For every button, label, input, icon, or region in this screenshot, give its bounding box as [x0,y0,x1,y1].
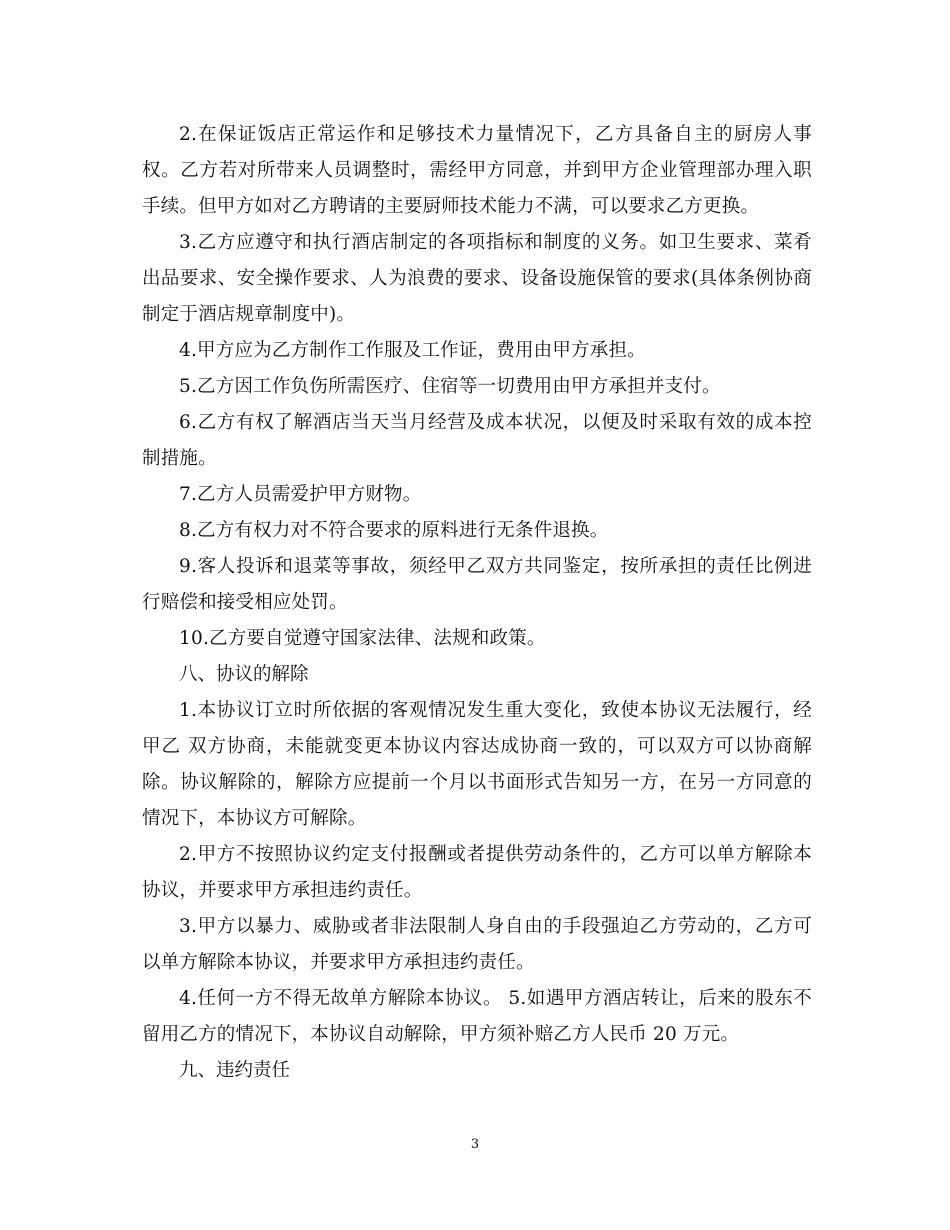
clause-8-2: 2.甲方不按照协议约定支付报酬或者提供劳动条件的，乙方可以单方解除本协议，并要求甲方承担违约责任。 [142,844,812,901]
clause-7-7: 7.乙方人员需爱护甲方财物。 [179,484,422,505]
clause-7-5: 5.乙方因工作负伤所需医疗、住宿等一切费用由甲方承担并支付。 [179,376,721,397]
clause-7-4: 4.甲方应为乙方制作工作服及工作证，费用由甲方承担。 [179,340,646,361]
clause-7-2: 2.在保证饭店正常运作和足够技术力量情况下，乙方具备自主的厨房人事权。乙方若对所带来人员调整时，需经甲方同意，并到甲方企业管理部办理入职手续。但甲方如对乙方聘请的主要厨师技术能力不满，可以要求乙方更换。 [142,124,812,217]
clause-7-3: 3.乙方应遵守和执行酒店制定的各项指标和制度的义务。如卫生要求、菜肴出品要求、安全操作要求、人为浪费的要求、设备设施保管的要求(具体条例协商制定于酒店规章制度中)。 [142,232,812,325]
section-heading-liability: 九、违约责任 [179,1060,291,1081]
clause-7-10: 10.乙方要自觉遵守国家法律、法规和政策。 [179,628,546,649]
clause-7-6: 6.乙方有权了解酒店当天当月经营及成本状况，以便及时采取有效的成本控制措施。 [142,412,812,469]
clause-8-4-5: 4.任何一方不得无故单方解除本协议。 5.如遇甲方酒店转让，后来的股东不留用乙方的情况下，本协议自动解除，甲方须补赔乙方人民币 20 万元。 [142,988,812,1045]
clause-7-8: 8.乙方有权力对不符合要求的原料进行无条件退换。 [179,520,609,541]
clause-7-9: 9.客人投诉和退菜等事故，须经甲乙双方共同鉴定，按所承担的责任比例进行赔偿和接受相应处罚。 [142,556,812,613]
page-number: 3 [470,1137,480,1152]
document-body [142,117,812,1089]
clause-8-1: 1.本协议订立时所依据的客观情况发生重大变化，致使本协议无法履行，经甲乙 双方协商，未能就变更本协议内容达成协商一致的，可以双方可以协商解除。协议解除的，解除方应提前一个月以书面形式告知另一方，在另一方同意的情况下，本协议方可解除。 [142,700,812,829]
clause-8-3: 3.甲方以暴力、威胁或者非法限制人身自由的手段强迫乙方劳动的，乙方可以单方解除本协议，并要求甲方承担违约责任。 [142,916,812,973]
section-heading-termination: 八、协议的解除 [179,664,309,685]
